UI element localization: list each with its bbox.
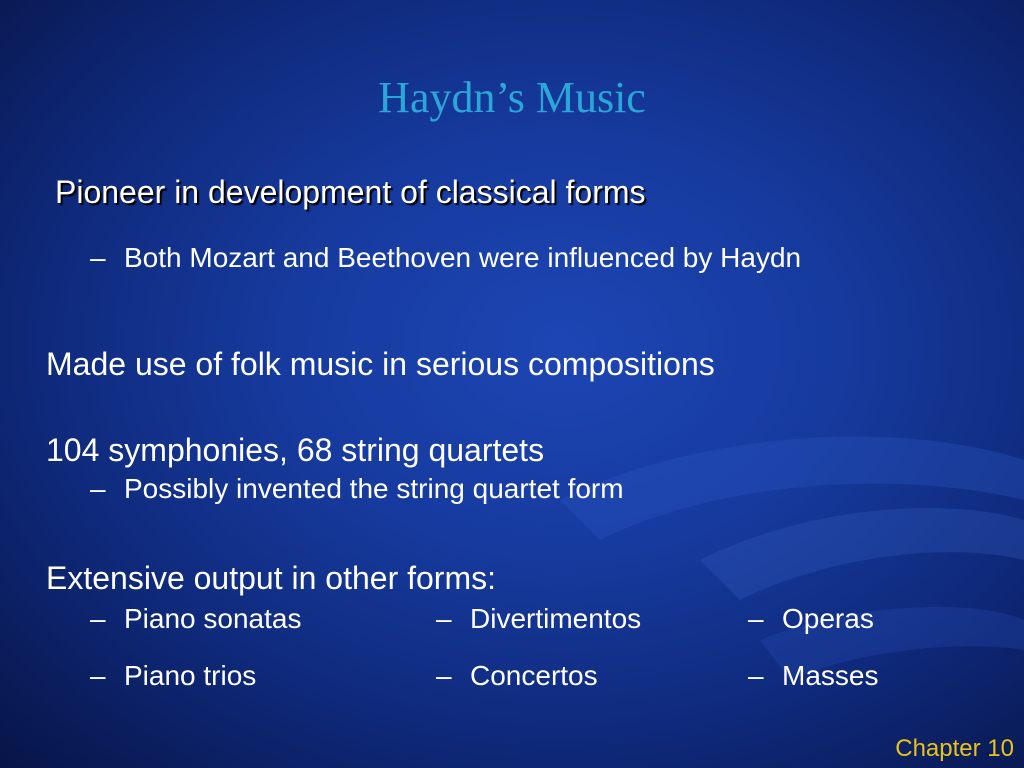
form-item-text: Divertimentos [470,603,642,634]
form-item-text: Piano trios [124,660,257,691]
form-item-text: Operas [782,603,874,634]
form-item [90,603,301,635]
form-item [436,660,598,692]
slide-title: Haydn’s Music [378,73,646,122]
subbullet-influence-text: Both Mozart and Beethoven were influenced by Haydn [124,242,802,273]
chapter-footer: Chapter 10 [895,735,1014,762]
form-item-text: Concertos [470,660,598,691]
subbullet-influence [90,242,801,274]
subbullet-quartet-form-text: Possibly invented the string quartet form [124,473,624,504]
form-item [748,660,878,692]
dash-marker: – [90,603,106,634]
form-item-text: Masses [782,660,879,691]
dash-marker: – [90,242,106,273]
bullet-folk: Made use of folk music in serious compositions [46,346,715,382]
dash-marker: – [90,660,106,691]
dash-marker: – [436,660,452,691]
dash-marker: – [436,603,452,634]
form-item-text: Piano sonatas [124,603,302,634]
form-item [748,603,874,635]
dash-marker: – [748,603,764,634]
bullet-symphonies: 104 symphonies, 68 string quartets [46,432,545,468]
form-item [436,603,641,635]
subbullet-quartet-form [90,473,624,505]
bullet-extensive: Extensive output in other forms: [46,560,496,596]
form-item [90,660,256,692]
dash-marker: – [748,660,764,691]
dash-marker: – [90,473,106,504]
bullet-pioneer: Pioneer in development of classical forms [55,174,646,210]
